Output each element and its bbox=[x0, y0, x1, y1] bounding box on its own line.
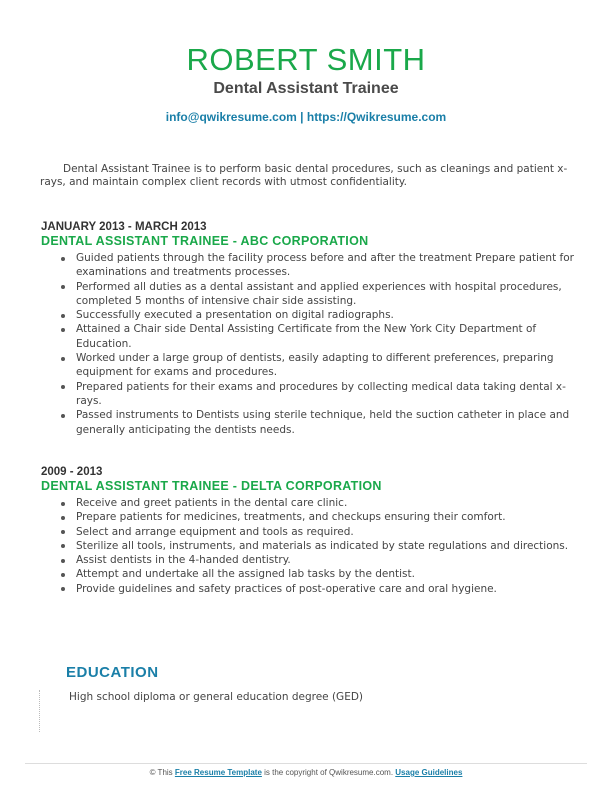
job-bullets bbox=[41, 251, 581, 437]
education-heading: EDUCATION bbox=[66, 664, 159, 681]
job-bullets bbox=[41, 496, 581, 596]
bullet-item: Assist dentists in the 4-handed dentistry. bbox=[41, 553, 581, 567]
bullet-item: Worked under a large group of dentists, easily adapting to different preferences, preparing equipment for exams and procedures. bbox=[41, 351, 581, 380]
candidate-name: ROBERT SMITH bbox=[186, 42, 426, 77]
job-title: DENTAL ASSISTANT TRAINEE - DELTA CORPORATION bbox=[41, 479, 382, 493]
bullet-item: Receive and greet patients in the dental care clinic. bbox=[41, 496, 581, 510]
job-entry-2 bbox=[41, 466, 581, 596]
footer bbox=[0, 768, 612, 777]
bullet-item: Attained a Chair side Dental Assisting Certificate from the New York City Department of Education. bbox=[41, 322, 581, 351]
education-divider bbox=[39, 690, 40, 732]
resume-header bbox=[0, 44, 612, 99]
job-entry-1 bbox=[41, 221, 581, 437]
bullet-item: Prepared patients for their exams and procedures by collecting medical data taking dental x-rays. bbox=[41, 380, 581, 409]
candidate-title: Dental Assistant Trainee bbox=[213, 80, 399, 97]
email-link[interactable]: info@qwikresume.com bbox=[165, 110, 297, 124]
bullet-item: Guided patients through the facility process before and after the treatment Prepare patient for examinations and treatments processes. bbox=[41, 251, 581, 280]
education-text: High school diploma or general education degree (GED) bbox=[69, 691, 364, 703]
website-link[interactable]: https://Qwikresume.com bbox=[306, 110, 447, 124]
job-title: DENTAL ASSISTANT TRAINEE - ABC CORPORATION bbox=[41, 234, 369, 248]
bullet-item: Prepare patients for medicines, treatments, and checkups ensuring their comfort. bbox=[41, 510, 581, 524]
bullet-item: Successfully executed a presentation on digital radiographs. bbox=[41, 308, 581, 322]
summary-text: Dental Assistant Trainee is to perform basic dental procedures, such as cleanings and patient x-rays, and maintain complex client records with utmost confidentiality. bbox=[40, 163, 568, 188]
bullet-item: Sterilize all tools, instruments, and materials as indicated by state regulations and directions. bbox=[41, 539, 581, 553]
bullet-item: Provide guidelines and safety practices of post-operative care and oral hygiene. bbox=[41, 582, 581, 596]
free-resume-template-link[interactable]: Free Resume Template bbox=[174, 768, 262, 777]
job-dates: JANUARY 2013 - MARCH 2013 bbox=[41, 221, 207, 233]
contact-line bbox=[0, 110, 612, 124]
bullet-item: Performed all duties as a dental assistant and applied experiences with hospital procedures, completed 5 months of intensive chair side assisting. bbox=[41, 280, 581, 309]
job-dates: 2009 - 2013 bbox=[41, 466, 103, 478]
footer-divider bbox=[25, 763, 587, 764]
footer-middle: is the copyright of Qwikresume.com. bbox=[261, 768, 396, 777]
bullet-item: Passed instruments to Dentists using sterile technique, held the suction catheter in place and generally anticipating the dentists needs. bbox=[41, 408, 581, 437]
contact-separator: | bbox=[296, 110, 307, 124]
bullet-item: Attempt and undertake all the assigned lab tasks by the dentist. bbox=[41, 567, 581, 581]
bullet-item: Select and arrange equipment and tools as required. bbox=[41, 525, 581, 539]
summary-section bbox=[40, 163, 570, 189]
usage-guidelines-link[interactable]: Usage Guidelines bbox=[395, 768, 463, 777]
footer-prefix: © This bbox=[149, 768, 175, 777]
